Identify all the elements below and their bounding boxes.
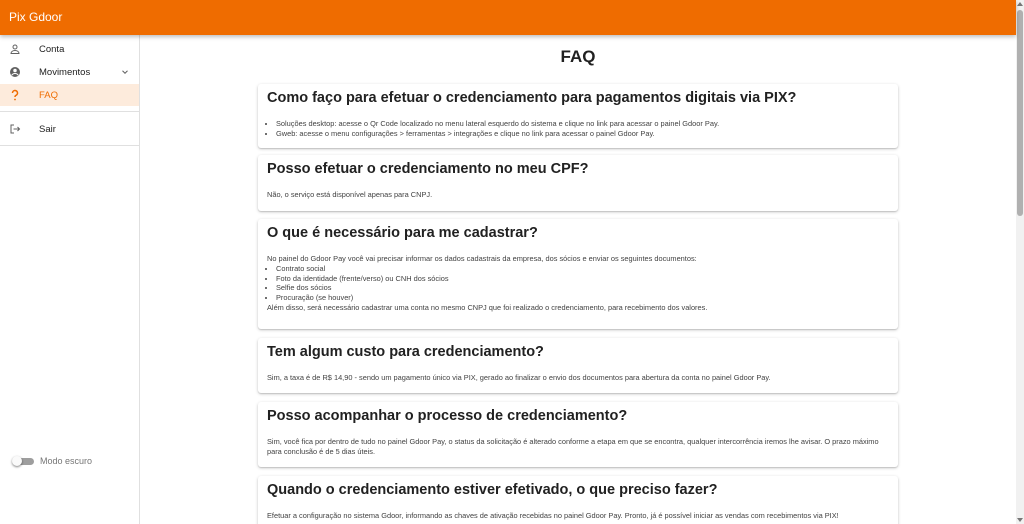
faq-answer-text: Sim, você fica por dentro de tudo no painel Gdoor Pay, o status da solicitação é alterado conforme a etapa em que se encontra, qualquer intercorrência iremos lhe avisar. O prazo máximo para conclusão é de 5 dias úteis. [267,437,879,456]
faq-answer [267,254,889,313]
divider [0,145,139,146]
faq-answer-text: Não, o serviço está disponível apenas para CNPJ. [267,190,433,199]
sidebar-item-conta[interactable] [0,38,139,60]
toggle-thumb [12,456,22,466]
sidebar-item-label: Conta [39,44,65,55]
faq-card [258,402,898,467]
faq-answer [267,511,889,521]
sidebar-item-movimentos[interactable] [0,61,139,83]
faq-answer [267,373,889,383]
scrollbar-thumb[interactable] [1017,10,1023,216]
divider [0,111,139,112]
faq-answer-intro: No painel do Gdoor Pay você vai precisar informar os dados cadastrais da empresa, dos sócios e enviar os seguintes documentos: [267,254,697,263]
sidebar-item-label: FAQ [39,90,59,101]
dark-mode-toggle[interactable] [12,456,34,466]
main-content [140,35,1016,524]
faq-answer-text: Efetuar a configuração no sistema Gdoor, informando as chaves de ativação recebidas no painel Gdoor Pay. Pronto, já é possível iniciar as vendas com recebimentos via PIX! [267,511,839,520]
faq-card [258,476,898,524]
faq-answer [267,119,889,139]
question-mark-icon [9,89,21,101]
faq-question: Posso acompanhar o processo de credenciamento? [267,408,628,424]
list-item: • Gweb: acesse o menu configurações > ferramentas > integrações e clique no link para acessar o painel Gdoor Pay. [276,129,889,139]
faq-question: O que é necessário para me cadastrar? [267,225,538,241]
faq-answer-outro: Além disso, será necessário cadastrar uma conta no mesmo CNPJ que foi realizado o credenciamento, para recebimento dos valores. [267,302,708,312]
scroll-down-icon[interactable] [1017,517,1023,523]
scroll-up-icon[interactable] [1017,1,1023,7]
list-item: • Procuração (se houver) [276,293,889,303]
list-item: • Contrato social [276,264,889,274]
sidebar-item-faq[interactable] [0,84,139,106]
app-bar [0,0,1016,35]
list-item: • Foto da identidade (frente/verso) ou CNH dos sócios [276,274,889,284]
list-item: • Selfie dos sócios [276,283,889,293]
faq-card [258,219,898,329]
dark-mode-label: Modo escuro [40,456,93,466]
faq-question: Quando o credenciamento estiver efetivado, o que preciso fazer? [267,482,718,498]
list-item: • Soluções desktop: acesse o Qr Code localizado no menu lateral esquerdo do sistema e clique no link para acessar o painel Gdoor Pay. [276,119,889,129]
faq-question: Como faço para efetuar o credenciamento para pagamentos digitais via PIX? [267,90,797,106]
faq-question: Posso efetuar o credenciamento no meu CPF? [267,161,589,177]
page-scrollbar[interactable] [1016,0,1024,524]
faq-card [258,84,898,148]
account-circle-icon [9,66,21,78]
faq-card [258,338,898,393]
faq-answer [267,190,889,200]
page-title: FAQ [560,47,596,66]
app-title: Pix Gdoor [9,10,63,24]
faq-question: Tem algum custo para credenciamento? [267,344,544,360]
sidebar-item-label: Sair [39,124,56,135]
faq-answer [267,437,889,457]
faq-answer-text: Sim, a taxa é de R$ 14,90 - sendo um pagamento único via PIX, gerado ao finalizar o envio dos documentos para abertura da conta no painel Gdoor Pay. [267,373,771,382]
sidebar [0,35,140,524]
logout-icon [9,123,21,135]
faq-card [258,155,898,211]
person-icon [9,43,21,55]
sidebar-item-label: Movimentos [39,67,91,78]
chevron-down-icon[interactable] [120,67,130,77]
sidebar-item-sair[interactable] [0,118,139,140]
